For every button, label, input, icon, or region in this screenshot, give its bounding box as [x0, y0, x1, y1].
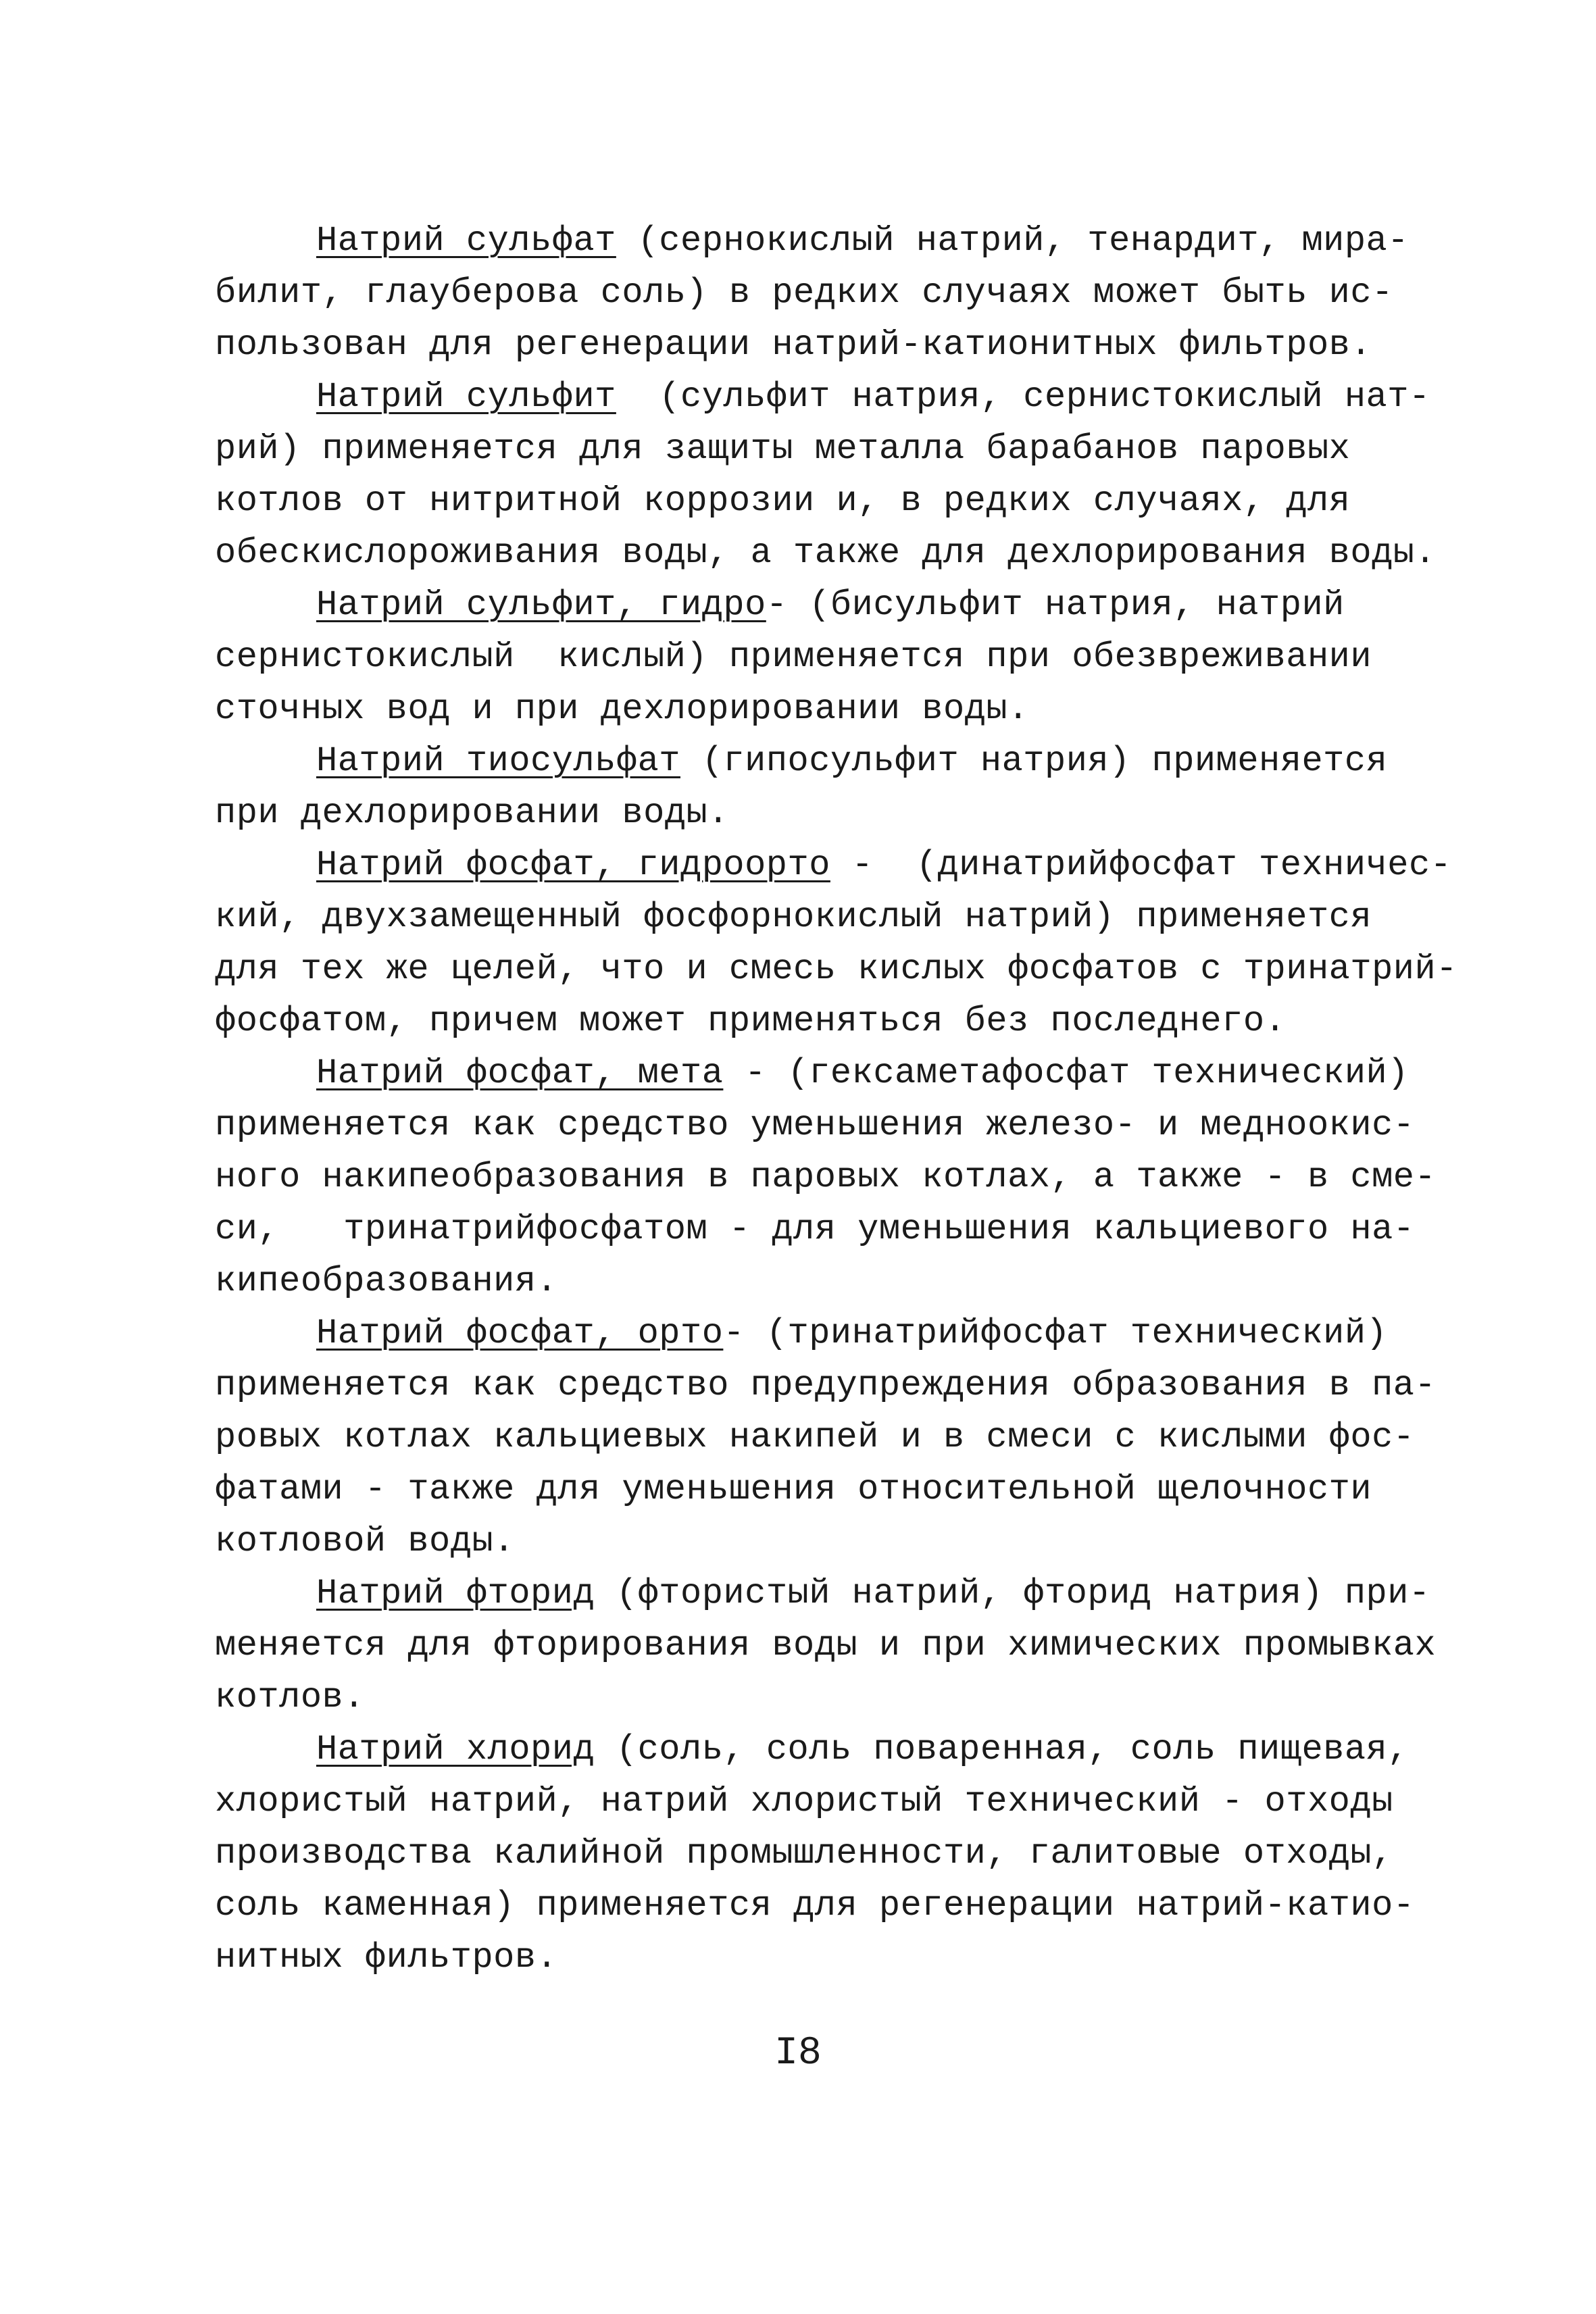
entry-term: Натрий хлорид: [316, 1730, 595, 1769]
text-line: котлов от нитритной коррозии и, в редких случаях, для: [215, 481, 1351, 521]
text-line: применяется как средство предупреждения образования в па-: [215, 1365, 1437, 1405]
text-line: фосфатом, причем может применяться без последнего.: [215, 1001, 1287, 1041]
entry-text: - (гексаметафосфат технический): [723, 1053, 1409, 1093]
entry-sodium-thiosulfate: [215, 735, 1431, 839]
text-line: котловой воды.: [215, 1521, 515, 1561]
entry-text: (фтористый натрий, фторид натрия) при-: [595, 1574, 1430, 1613]
text-line: нитных фильтров.: [215, 1938, 558, 1978]
entry-term: Натрий сульфат: [316, 221, 616, 261]
text-line: билит, глауберова соль) в редких случаях может быть ис-: [215, 273, 1393, 313]
entry-text: (сернокислый натрий, тенардит, мира-: [616, 221, 1409, 261]
text-line: рий) применяется для защиты металла барабанов паровых: [215, 429, 1351, 469]
entry-sodium-hydroorthophosphate: [215, 839, 1457, 1047]
text-line: [215, 735, 1431, 787]
text-line: обескислороживания воды, а также для дехлорирования воды.: [215, 533, 1437, 573]
text-line: меняется для фторирования воды и при химических промывках: [215, 1626, 1437, 1665]
text-line: ного накипеобразования в паровых котлах, а также - в сме-: [215, 1157, 1437, 1197]
text-line: при дехлорировании воды.: [215, 793, 729, 833]
entry-sodium-sulfate: [215, 215, 1431, 371]
text-line: фатами - также для уменьшения относительной щелочности: [215, 1469, 1372, 1509]
entry-sodium-chloride: [215, 1724, 1431, 1984]
entry-term: Натрий сульфит, гидро: [316, 585, 766, 625]
text-line: [215, 1567, 1431, 1619]
text-line: пользован для регенерации натрий-катионитных фильтров.: [215, 325, 1372, 365]
text-line: [215, 1047, 1431, 1099]
text-line: сернистокислый кислый) применяется при обезвреживании: [215, 637, 1372, 677]
text-line: сточных вод и при дехлорировании воды.: [215, 689, 1029, 729]
entry-term: Натрий фосфат, гидроорто: [316, 845, 830, 885]
text-line: кипеобразования.: [215, 1261, 558, 1301]
entry-term: Натрий тиосульфат: [316, 741, 680, 781]
document-body: [215, 215, 1457, 1984]
text-line: кий, двухзамещенный фосфорнокислый натрий) применяется: [215, 897, 1372, 937]
entry-term: Натрий фторид: [316, 1574, 595, 1613]
entry-sodium-fluoride: [215, 1567, 1437, 1724]
text-line: для тех же целей, что и смесь кислых фосфатов с тринатрий-: [215, 949, 1457, 989]
entry-text: - (бисульфит натрия, натрий: [766, 585, 1345, 625]
entry-sodium-hydrosulfite: [215, 579, 1431, 735]
entry-sodium-sulfite: [215, 371, 1437, 579]
text-line: си, тринатрийфосфатом - для уменьшения кальциевого на-: [215, 1209, 1415, 1249]
entry-text: (гипосульфит натрия) применяется: [680, 741, 1388, 781]
text-line: [215, 371, 1431, 423]
entry-term: Натрий сульфит: [316, 377, 616, 417]
text-line: [215, 215, 1431, 267]
text-line: [215, 1724, 1431, 1776]
text-line: котлов.: [215, 1678, 365, 1717]
entry-sodium-orthophosphate: [215, 1307, 1437, 1567]
entry-term: Натрий фосфат, орто: [316, 1313, 724, 1353]
text-line: ровых котлах кальциевых накипей и в смеси с кислыми фос-: [215, 1417, 1415, 1457]
entry-sodium-metaphosphate: [215, 1047, 1437, 1307]
entry-term: Натрий фосфат, мета: [316, 1053, 724, 1093]
text-line: [215, 579, 1431, 631]
page-number: I8: [774, 2032, 822, 2076]
text-line: [215, 839, 1452, 891]
entry-text: - (динатрийфосфат техничес-: [830, 845, 1452, 885]
entry-text: - (тринатрийфосфат технический): [723, 1313, 1388, 1353]
text-line: соль каменная) применяется для регенерации натрий-катио-: [215, 1886, 1415, 1926]
entry-text: (соль, соль поваренная, соль пищевая,: [595, 1730, 1409, 1769]
text-line: хлористый натрий, натрий хлористый технический - отходы: [215, 1782, 1393, 1821]
text-line: применяется как средство уменьшения железо- и медноокис-: [215, 1105, 1415, 1145]
text-line: [215, 1307, 1431, 1359]
entry-text: (сульфит натрия, сернистокислый нат-: [616, 377, 1430, 417]
text-line: производства калийной промышленности, галитовые отходы,: [215, 1834, 1393, 1873]
